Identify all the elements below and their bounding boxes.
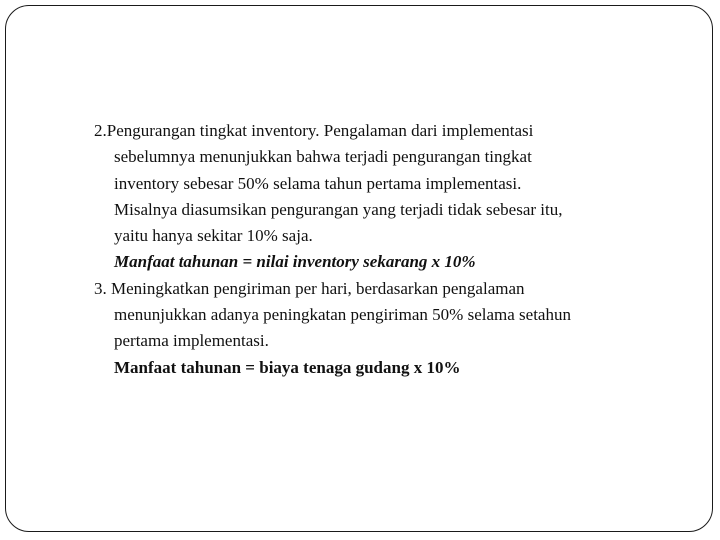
item-3-line-2: menunjukkan adanya peningkatan pengiriman 50% selama setahun: [114, 305, 571, 325]
item-2-line-3: inventory sebesar 50% selama tahun pertama implementasi.: [114, 173, 522, 193]
item-3-formula: Manfaat tahunan = biaya tenaga gudang x 10%: [114, 357, 461, 377]
item-2-line-1: 2.Pengurangan tingkat inventory. Pengalaman dari implementasi: [94, 121, 534, 140]
item-2-formula: Manfaat tahunan = nilai inventory sekarang x 10%: [114, 252, 476, 272]
item-2-line-4: Misalnya diasumsikan pengurangan yang terjadi tidak sebesar itu,: [114, 199, 563, 219]
item-3-line-3: pertama implementasi.: [114, 331, 269, 351]
item-2-line-2: sebelumnya menunjukkan bahwa terjadi pengurangan tingkat: [114, 147, 532, 167]
item-3-line-1: 3. Meningkatkan pengiriman per hari, berdasarkan pengalaman: [94, 278, 525, 298]
slide-frame: [5, 5, 713, 532]
slide-body: [94, 118, 694, 381]
item-2-line-5: yaitu hanya sekitar 10% saja.: [114, 226, 313, 246]
